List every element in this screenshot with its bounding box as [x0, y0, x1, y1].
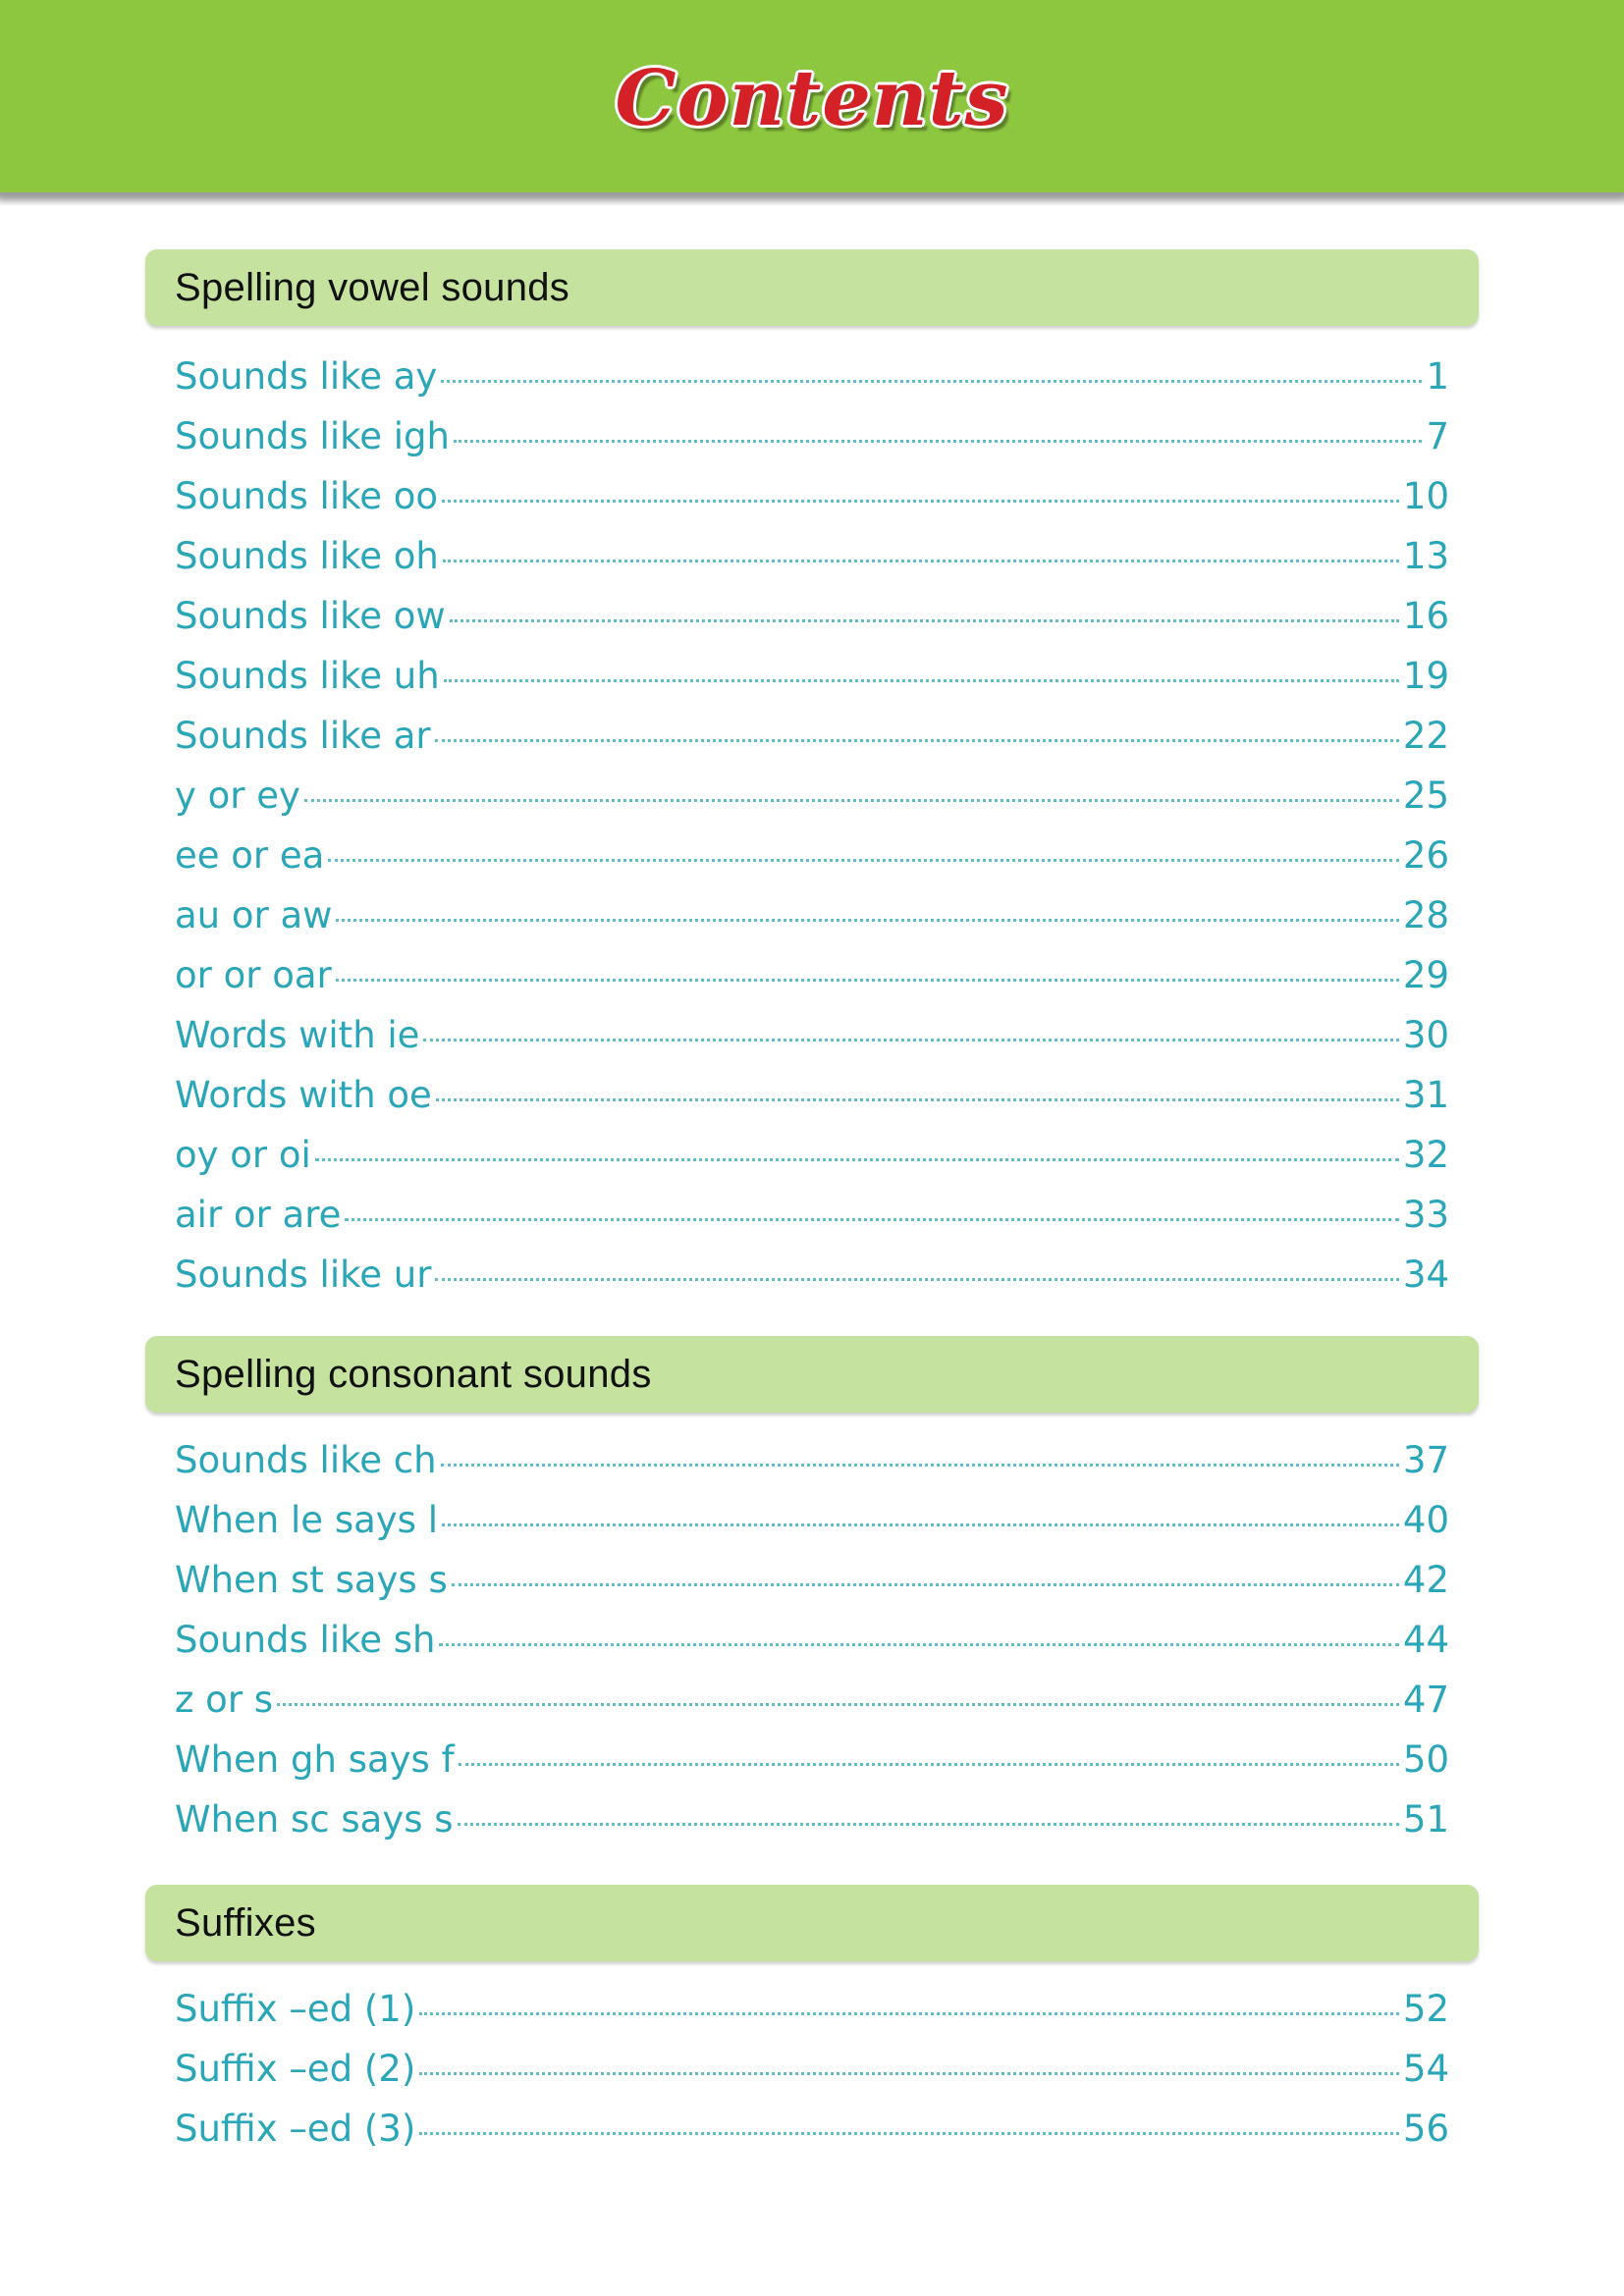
toc-entry[interactable]: [145, 766, 1479, 826]
dot-leader: [459, 1763, 1399, 1766]
toc-entry-label: When st says s: [175, 1559, 448, 1601]
toc-entry-page: 10: [1402, 475, 1449, 517]
dot-leader: [419, 2072, 1399, 2075]
toc-entry-label: When gh says f: [175, 1738, 455, 1781]
dot-leader: [450, 619, 1399, 622]
toc-entry-page: 56: [1402, 2108, 1449, 2150]
toc-entry-page: 13: [1402, 535, 1449, 577]
section-header: [145, 249, 1479, 326]
dot-leader: [442, 500, 1399, 503]
toc-entry[interactable]: [145, 1430, 1479, 1490]
toc-entry-label: Sounds like oo: [175, 475, 439, 517]
toc-entry-label: When sc says s: [175, 1798, 454, 1841]
dot-leader: [439, 1643, 1398, 1646]
toc-entry-page: 50: [1402, 1738, 1449, 1781]
toc-entry[interactable]: [145, 945, 1479, 1005]
toc-entry-label: Suffix –ed (3): [175, 2108, 416, 2150]
toc-entry[interactable]: [145, 1610, 1479, 1670]
section-header: [145, 1336, 1479, 1413]
toc-entry-page: 44: [1402, 1619, 1449, 1661]
toc-entry[interactable]: [145, 526, 1479, 586]
page-title: Contents: [615, 54, 1009, 143]
toc-entry-label: Sounds like ch: [175, 1439, 437, 1481]
toc-entry[interactable]: [145, 826, 1479, 885]
toc-entry[interactable]: [145, 1730, 1479, 1789]
section-vowel-sounds: [145, 249, 1479, 1305]
toc-entry-label: z or s: [175, 1679, 274, 1721]
toc-entry-page: 54: [1402, 2048, 1449, 2090]
toc-entry[interactable]: [145, 1125, 1479, 1185]
dot-leader: [441, 380, 1422, 383]
toc-entry-page: 29: [1402, 954, 1449, 996]
dot-leader: [442, 1523, 1399, 1526]
toc-entry[interactable]: [145, 646, 1479, 706]
header-banner: [0, 0, 1624, 192]
toc-list: [145, 1430, 1479, 1849]
dot-leader: [419, 2012, 1399, 2015]
dot-leader: [423, 1039, 1398, 1041]
toc-entry-label: Sounds like ow: [175, 595, 446, 637]
toc-entry[interactable]: [145, 586, 1479, 646]
dot-leader: [454, 440, 1422, 443]
toc-entry-page: 26: [1402, 834, 1449, 877]
toc-entry-page: 30: [1402, 1014, 1449, 1056]
toc-list: [145, 1979, 1479, 2159]
dot-leader: [419, 2132, 1399, 2135]
toc-entry-label: When le says l: [175, 1499, 438, 1541]
toc-entry[interactable]: [145, 347, 1479, 406]
toc-entry-page: 52: [1402, 1988, 1449, 2030]
toc-entry-page: 22: [1402, 715, 1449, 757]
section-title: Suffixes: [175, 1900, 316, 1945]
toc-entry[interactable]: [145, 1490, 1479, 1550]
toc-entry-label: au or aw: [175, 894, 333, 936]
dot-leader: [452, 1583, 1399, 1586]
toc-entry[interactable]: [145, 466, 1479, 526]
section-suffixes: [145, 1885, 1479, 2159]
toc-entry[interactable]: [145, 1005, 1479, 1065]
toc-entry[interactable]: [145, 1245, 1479, 1305]
dot-leader: [304, 799, 1399, 802]
toc-entry-page: 19: [1402, 655, 1449, 697]
toc-entry-page: 51: [1402, 1798, 1449, 1841]
toc-entry[interactable]: [145, 2039, 1479, 2099]
section-title: Spelling consonant sounds: [175, 1352, 652, 1396]
toc-entry[interactable]: [145, 1550, 1479, 1610]
toc-entry[interactable]: [145, 1185, 1479, 1245]
dot-leader: [345, 1218, 1399, 1221]
dot-leader: [435, 739, 1399, 742]
toc-entry-label: y or ey: [175, 774, 300, 817]
toc-entry-page: 40: [1402, 1499, 1449, 1541]
section-header: [145, 1885, 1479, 1961]
toc-entry[interactable]: [145, 885, 1479, 945]
toc-entry-label: Sounds like igh: [175, 415, 450, 457]
dot-leader: [315, 1158, 1399, 1161]
dot-leader: [328, 859, 1399, 862]
dot-leader: [435, 1278, 1399, 1281]
dot-leader: [436, 1098, 1399, 1101]
toc-entry-label: Sounds like ar: [175, 715, 431, 757]
toc-entry-page: 31: [1402, 1074, 1449, 1116]
toc-entry-page: 28: [1402, 894, 1449, 936]
toc-entry[interactable]: [145, 2099, 1479, 2159]
toc-entry[interactable]: [145, 1065, 1479, 1125]
toc-entry-page: 16: [1402, 595, 1449, 637]
toc-entry-page: 47: [1402, 1679, 1449, 1721]
dot-leader: [443, 560, 1399, 562]
toc-entry-label: air or are: [175, 1194, 342, 1236]
toc-entry[interactable]: [145, 1979, 1479, 2039]
toc-entry-label: Sounds like uh: [175, 655, 440, 697]
toc-entry-label: Words with ie: [175, 1014, 420, 1056]
dot-leader: [277, 1703, 1399, 1706]
toc-entry-page: 33: [1402, 1194, 1449, 1236]
toc-entry[interactable]: [145, 1670, 1479, 1730]
toc-entry-label: Suffix –ed (1): [175, 1988, 416, 2030]
toc-entry-label: Sounds like ur: [175, 1254, 432, 1296]
toc-entry-page: 25: [1402, 774, 1449, 817]
toc-entry-label: Sounds like oh: [175, 535, 439, 577]
dot-leader: [444, 679, 1399, 682]
toc-entry-page: 42: [1402, 1559, 1449, 1601]
dot-leader: [336, 979, 1399, 982]
toc-entry-page: 1: [1426, 355, 1449, 398]
section-title: Spelling vowel sounds: [175, 265, 570, 309]
toc-entry-page: 7: [1426, 415, 1449, 457]
toc-entry[interactable]: [145, 1789, 1479, 1849]
toc-entry-page: 34: [1402, 1254, 1449, 1296]
dot-leader: [441, 1464, 1399, 1467]
toc-entry-label: ee or ea: [175, 834, 325, 877]
toc-entry-page: 32: [1402, 1134, 1449, 1176]
toc-entry[interactable]: [145, 706, 1479, 766]
toc-entry-label: Words with oe: [175, 1074, 432, 1116]
toc-entry[interactable]: [145, 406, 1479, 466]
section-consonant-sounds: [145, 1336, 1479, 1849]
toc-entry-label: Suffix –ed (2): [175, 2048, 416, 2090]
toc-entry-label: Sounds like ay: [175, 355, 438, 398]
dot-leader: [458, 1823, 1399, 1826]
toc-entry-label: Sounds like sh: [175, 1619, 436, 1661]
dot-leader: [336, 919, 1398, 922]
toc-entry-label: or or oar: [175, 954, 332, 996]
toc-list: [145, 347, 1479, 1305]
toc-entry-label: oy or oi: [175, 1134, 311, 1176]
toc-entry-page: 37: [1402, 1439, 1449, 1481]
